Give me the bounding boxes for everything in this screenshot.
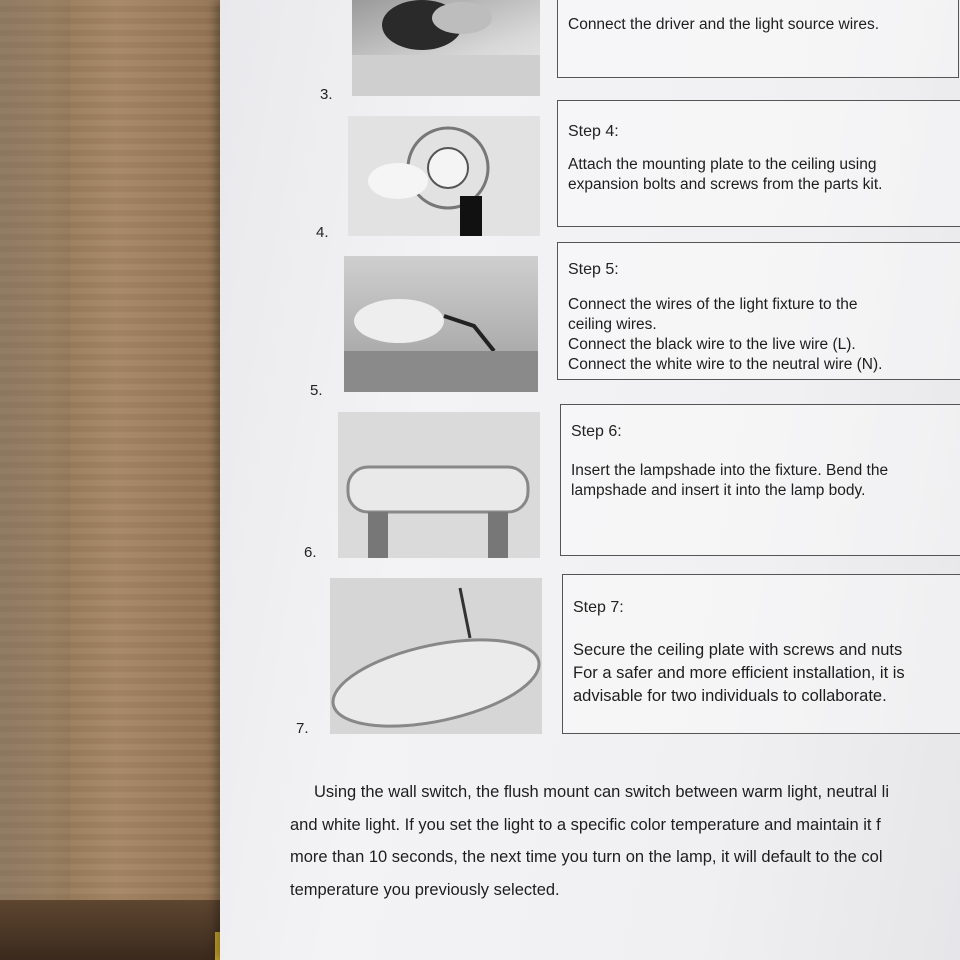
photo-number-3: 3. xyxy=(320,86,333,103)
box-bottom-shadow xyxy=(0,900,230,960)
photo-step-5 xyxy=(344,256,538,392)
photo-number-5: 5. xyxy=(310,382,323,399)
paragraph-line: more than 10 seconds, the next time you turn on the lamp, it will default to the col xyxy=(290,848,883,866)
photo-step-6 xyxy=(338,412,540,558)
ceiling-plate-image xyxy=(330,578,542,734)
step-5-box xyxy=(557,242,960,380)
step-text-line: Connect the black wire to the live wire (L). xyxy=(568,336,856,353)
photo-number-4: 4. xyxy=(316,224,329,241)
step-text-line: Secure the ceiling plate with screws and nuts xyxy=(573,641,903,659)
wires-connection-image xyxy=(344,256,538,392)
step-6-title: Step 6: xyxy=(571,423,622,440)
step-text-line: ceiling wires. xyxy=(568,316,657,333)
step-text-line: Attach the mounting plate to the ceiling using xyxy=(568,156,877,173)
step-6-box xyxy=(560,404,960,556)
step-3-box xyxy=(557,0,959,78)
step-text-line: Connect the white wire to the neutral wire (N). xyxy=(568,356,883,373)
step-7-box xyxy=(562,574,960,734)
step-text-line: expansion bolts and screws from the parts kit. xyxy=(568,176,883,193)
packing-tape xyxy=(0,0,70,960)
step-7-text xyxy=(573,639,960,708)
photo-step-3 xyxy=(352,0,540,96)
step-text-line: For a safer and more efficient installation, it is xyxy=(573,664,905,682)
step-text-line: lampshade and insert it into the lamp body. xyxy=(571,482,866,499)
instruction-sheet xyxy=(220,0,960,960)
step-4-title: Step 4: xyxy=(568,123,619,140)
photo-step-4 xyxy=(348,116,540,236)
step-text-line: advisable for two individuals to collaborate. xyxy=(573,687,887,705)
step-text-line: Insert the lampshade into the fixture. Bend the xyxy=(571,462,889,479)
paragraph-line: and white light. If you set the light to a specific color temperature and maintain it f xyxy=(290,815,881,834)
mounting-plate-image xyxy=(348,116,540,236)
step-6-text xyxy=(571,461,960,501)
step-text-line: Connect the driver and the light source wires. xyxy=(568,16,880,33)
step-4-text xyxy=(568,155,960,195)
photo-number-6: 6. xyxy=(304,544,317,561)
step-5-title: Step 5: xyxy=(568,261,619,278)
photo-step-7 xyxy=(330,578,542,734)
step-7-title: Step 7: xyxy=(573,599,624,616)
photo-number-7: 7. xyxy=(296,720,309,737)
step-text-line: Connect the wires of the light fixture to the xyxy=(568,296,858,313)
step-5-text xyxy=(568,295,960,375)
paragraph-line: temperature you previously selected. xyxy=(290,880,560,899)
lampshade-image xyxy=(338,412,540,558)
paragraph-line: Using the wall switch, the flush mount can switch between warm light, neutral li xyxy=(314,783,890,801)
hands-wiring-image xyxy=(352,0,540,96)
step-4-box xyxy=(557,100,960,227)
color-temperature-paragraph xyxy=(290,776,960,906)
step-3-text xyxy=(568,15,954,35)
